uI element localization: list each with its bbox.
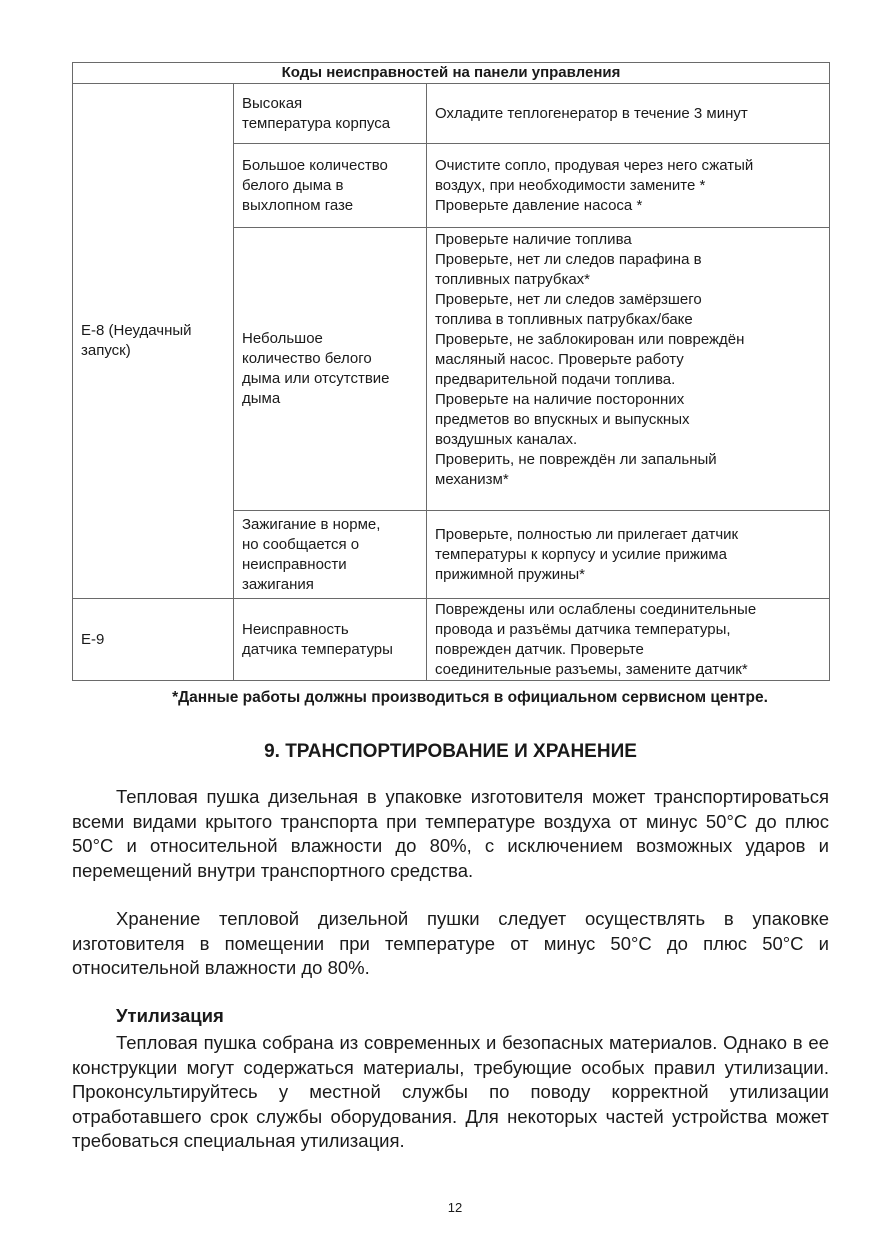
table-caption: Коды неисправностей на панели управления — [73, 63, 830, 84]
symptom-cell: Зажигание в норме, но сообщается о неисправности зажигания — [234, 511, 427, 599]
action-cell: Проверьте наличие топлива Проверьте, нет ли следов парафина в топливных патрубках* Проверьте, нет ли следов замёрзшего топлива в топливных патрубках/баке Проверьте, не заблокирован или повреждён масляный насос. Проверьте работу предварительной подачи топлива. Проверьте на наличие посторонних предметов во впускных и выпускных воздушных каналах. Проверить, не повреждён ли запальный механизм* — [427, 228, 830, 511]
symptom-cell: Большое количество белого дыма в выхлопном газе — [234, 144, 427, 228]
utilization-paragraph — [72, 1031, 829, 1154]
paragraph-text: Тепловая пушка собрана из современных и безопасных материалов. Однако в ее конструкции могут содержаться материалы, требующие особых правил утилизации. Проконсультируйтесь у местной службы по поводу корректной утилизации отработавшего срок службы оборудования. Для некоторых частей устройства может требоваться специальная утилизация. — [72, 1032, 829, 1151]
symptom-cell: Неисправность датчика температуры — [234, 599, 427, 681]
storage-paragraph — [72, 907, 829, 981]
section-title: 9. ТРАНСПОРТИРОВАНИЕ И ХРАНЕНИЕ — [264, 741, 637, 762]
page-number: 12 — [447, 1200, 463, 1215]
utilization-heading: Утилизация — [116, 1005, 224, 1026]
action-cell: Очистите сопло, продувая через него сжатый воздух, при необходимости замените * Проверьте давление насоса * — [427, 144, 830, 228]
action-cell: Охладите теплогенератор в течение 3 минут — [427, 84, 830, 144]
fault-code-e9: Е-9 — [73, 599, 234, 681]
fault-code-e8: Е-8 (Неудачный запуск) — [73, 84, 234, 599]
action-cell: Повреждены или ослаблены соединительные провода и разъёмы датчика температуры, поврежден датчик. Проверьте соединительные разъемы, замените датчик* — [427, 599, 830, 681]
symptom-cell: Небольшое количество белого дыма или отсутствие дыма — [234, 228, 427, 511]
transport-paragraph — [72, 785, 829, 883]
action-cell: Проверьте, полностью ли прилегает датчик температуры к корпусу и усилие прижима прижимной пружины* — [427, 511, 830, 599]
symptom-cell: Высокая температура корпуса — [234, 84, 427, 144]
service-center-footnote: *Данные работы должны производиться в официальном сервисном центре. — [172, 689, 768, 706]
paragraph-text: Хранение тепловой дизельной пушки следует осуществлять в упаковке изготовителя в помещении при температуре от минус 50°С до плюс 50°С и относительной влажности до 80%. — [72, 908, 829, 978]
fault-codes-table — [72, 62, 830, 681]
paragraph-text: Тепловая пушка дизельная в упаковке изготовителя может транспортироваться всеми видами крытого транспорта при температуре воздуха от минус 50°С до плюс 50°С и относительной влажности до 80%, с исключением возможных ударов и перемещений внутри транспортного средства. — [72, 786, 829, 881]
